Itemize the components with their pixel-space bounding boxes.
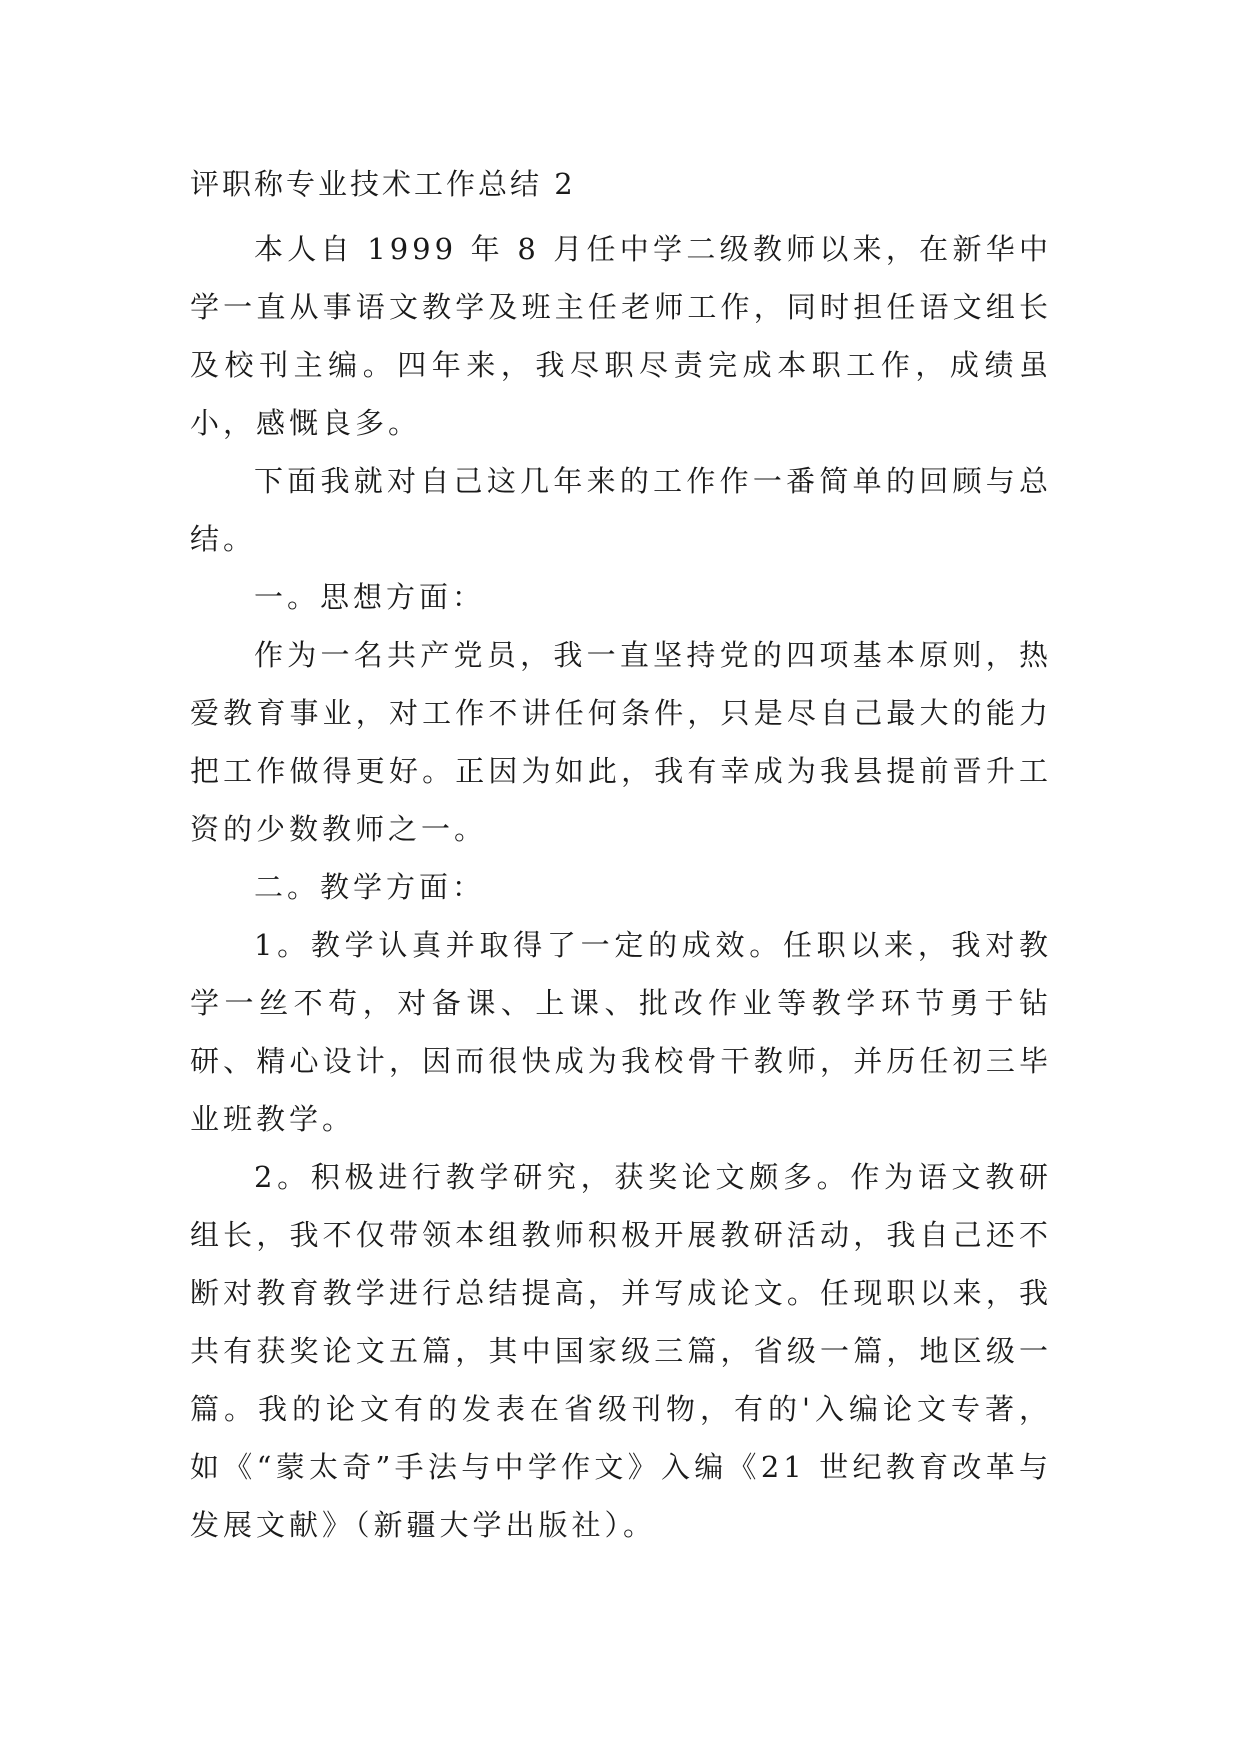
paragraph-teaching-1: 1。教学认真并取得了一定的成效。任职以来，我对教学一丝不苟，对备课、上课、批改作业等教学环节勇于钻研、精心设计，因而很快成为我校骨干教师，并历任初三毕业班教学。: [190, 928, 1052, 1136]
paragraph-review: 下面我就对自己这几年来的工作作一番简单的回顾与总结。: [190, 464, 1052, 556]
section-heading-teaching: 二。教学方面：: [254, 870, 486, 904]
paragraph-intro: 本人自 1999 年 8 月任中学二级教师以来，在新华中学一直从事语文教学及班主任老师工作，同时担任语文组长及校刊主编。四年来，我尽职尽责完成本职工作，成绩虽小，感慨良多。: [190, 232, 1052, 440]
document-page: [190, 162, 1052, 1554]
paragraph-ideology: 作为一名共产党员，我一直坚持党的四项基本原则，热爱教育事业，对工作不讲任何条件，只是尽自己最大的能力把工作做得更好。正因为如此，我有幸成为我县提前晋升工资的少数教师之一。: [190, 638, 1052, 846]
paragraph-teaching-2: 2。积极进行教学研究，获奖论文颇多。作为语文教研组长，我不仅带领本组教师积极开展教研活动，我自己还不断对教育教学进行总结提高，并写成论文。任现职以来，我共有获奖论文五篇，其中国家级三篇，省级一篇，地区级一篇。我的论文有的发表在省级刊物，有的'入编论文专著，如《“蒙太奇”手法与中学作文》入编《21 世纪教育改革与发展文献》（新疆大学出版社）。: [190, 1160, 1052, 1542]
document-title: 评职称专业技术工作总结 2: [190, 167, 576, 201]
section-heading-ideology: 一。思想方面：: [254, 580, 486, 614]
